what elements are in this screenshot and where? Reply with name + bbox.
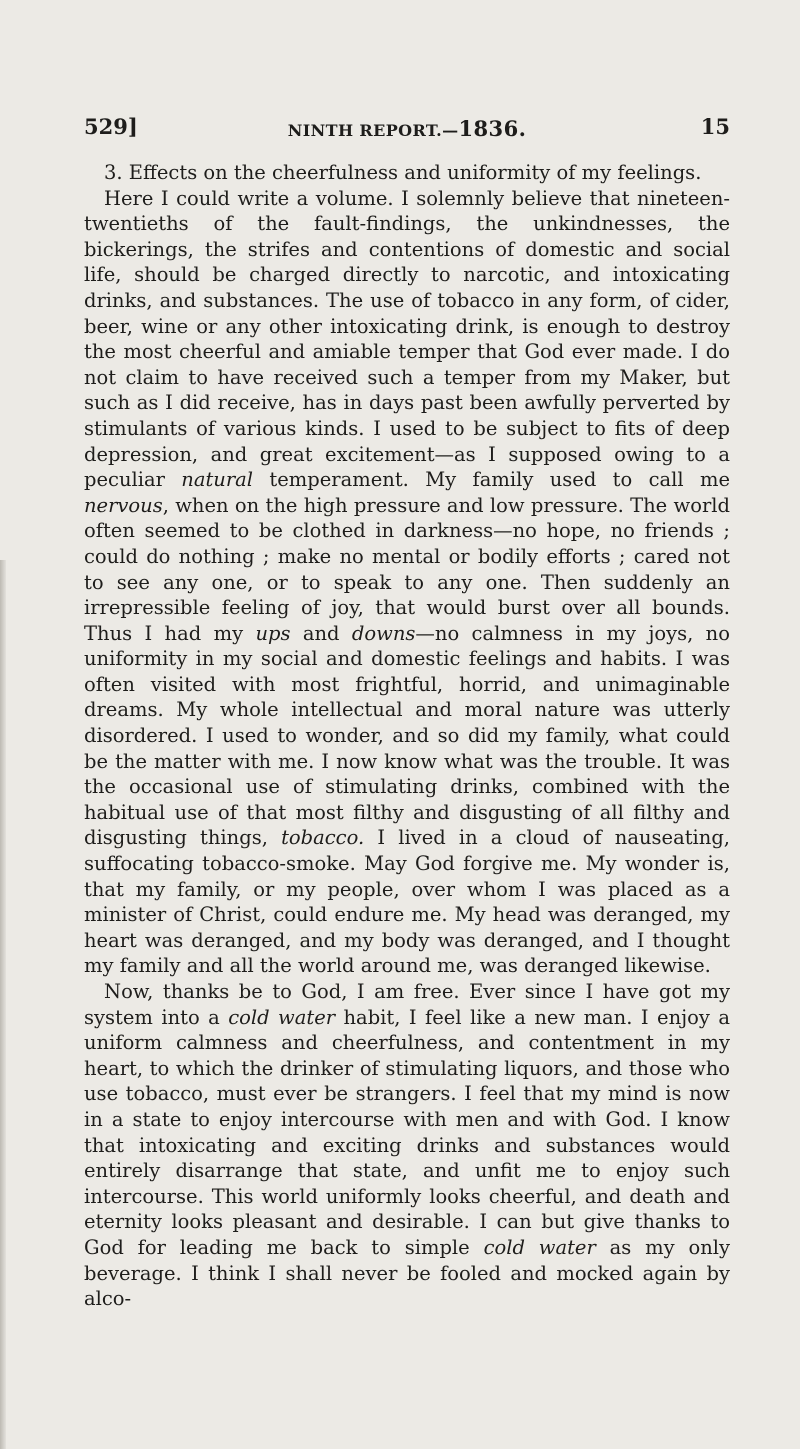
emphasis: cold water bbox=[483, 1235, 596, 1259]
page-header bbox=[84, 114, 730, 148]
paragraph-text: temperament. My family used to call me bbox=[253, 468, 730, 492]
emphasis: downs bbox=[351, 621, 416, 645]
paragraph-text: Here I could write a volume. I solemnly believe that nineteen-twentieths of the fault-findings, the unkindnesses, the bickerings, the strifes and contentions of domestic and social life, should be charged directly to narcotic, and intoxicating drinks, and substances. The use of tobacco in any form, of cider, beer, wine or any other intoxicating drink, is enough to destroy the most cheerful and amiable temper that God ever made. I do not claim to have received such a temper from my Maker, but such as I did receive, has in days past been awfully perverted by stimulants of various kinds. I used to be subject to fits of deep depression, and great excitement—as I supposed owing to a peculiar bbox=[84, 186, 730, 492]
page-edge-shadow bbox=[0, 560, 6, 1449]
emphasis: ups bbox=[255, 621, 291, 645]
paragraph-text: , when on the high pressure and low pressure. The world often seemed to be clothed in darkness—no hope, no friends ; could do nothing ; make no mental or bodily efforts ; cared not to see any one, or to speak to any one. Then suddenly an irrepressible feeling of joy, that would burst over all bounds. Thus I had my bbox=[84, 493, 730, 645]
paragraph-text: as my only beverage. I think I shall never be fooled and mocked again by alco- bbox=[84, 1235, 731, 1311]
running-head-year: 1836. bbox=[458, 116, 527, 141]
emphasis: tobacco. bbox=[281, 826, 365, 850]
paragraph bbox=[84, 979, 730, 1312]
running-head-title: NINTH REPORT.— bbox=[287, 121, 459, 140]
emphasis: cold water bbox=[228, 1005, 336, 1029]
emphasis: nervous bbox=[84, 493, 163, 517]
paragraph-text: and bbox=[290, 621, 352, 645]
page-number: 15 bbox=[700, 114, 730, 139]
paragraph-text: I lived in a cloud of nauseating, suffocating tobacco-smoke. May God forgive me. My wonder is, that my family, or my people, over whom I was placed as a minister of Christ, could endure me. My head was deranged, my heart was deranged, and my body was deranged, and I thought my family and all the world around me, was deranged likewise. bbox=[84, 826, 731, 978]
emphasis: natural bbox=[181, 468, 254, 492]
section-heading: 3. Effects on the cheerfulness and uniformity of my feelings. bbox=[104, 161, 702, 184]
paragraph bbox=[84, 186, 730, 979]
folio-number: 529] bbox=[84, 114, 138, 139]
paragraph-text: —no calmness in my joys, no uniformity in my social and domestic feelings and habits. I was often visited with most frightful, horrid, and unimaginable dreams. My whole intellectual and moral nature was utterly disordered. I used to wonder, and so did my family, what could be the matter with me. I now know what was the trouble. It was the occasional use of stimulating drinks, combined with the habitual use of that most filthy and disgusting of all filthy and disgusting things, bbox=[84, 621, 730, 850]
paragraph-text: habit, I feel like a new man. I enjoy a uniform calmness and cheerfulness, and contentment in my heart, to which the drinker of stimulating liquors, and those who use tobacco, must ever be strangers. I feel that my mind is now in a state to enjoy intercourse with men and with God. I know that intoxicating and exciting drinks and substances would entirely disarrange that state, and unfit me to enjoy such intercourse. This world uniformly looks cheerful, and death and eternity looks pleasant and desirable. I can but give thanks to God for leading me back to simple bbox=[84, 1005, 730, 1259]
body-text bbox=[84, 160, 730, 1312]
paragraph-text: Now, thanks be to God, I am free. Ever since I have got my system into a bbox=[84, 980, 730, 1029]
running-head bbox=[84, 116, 730, 141]
